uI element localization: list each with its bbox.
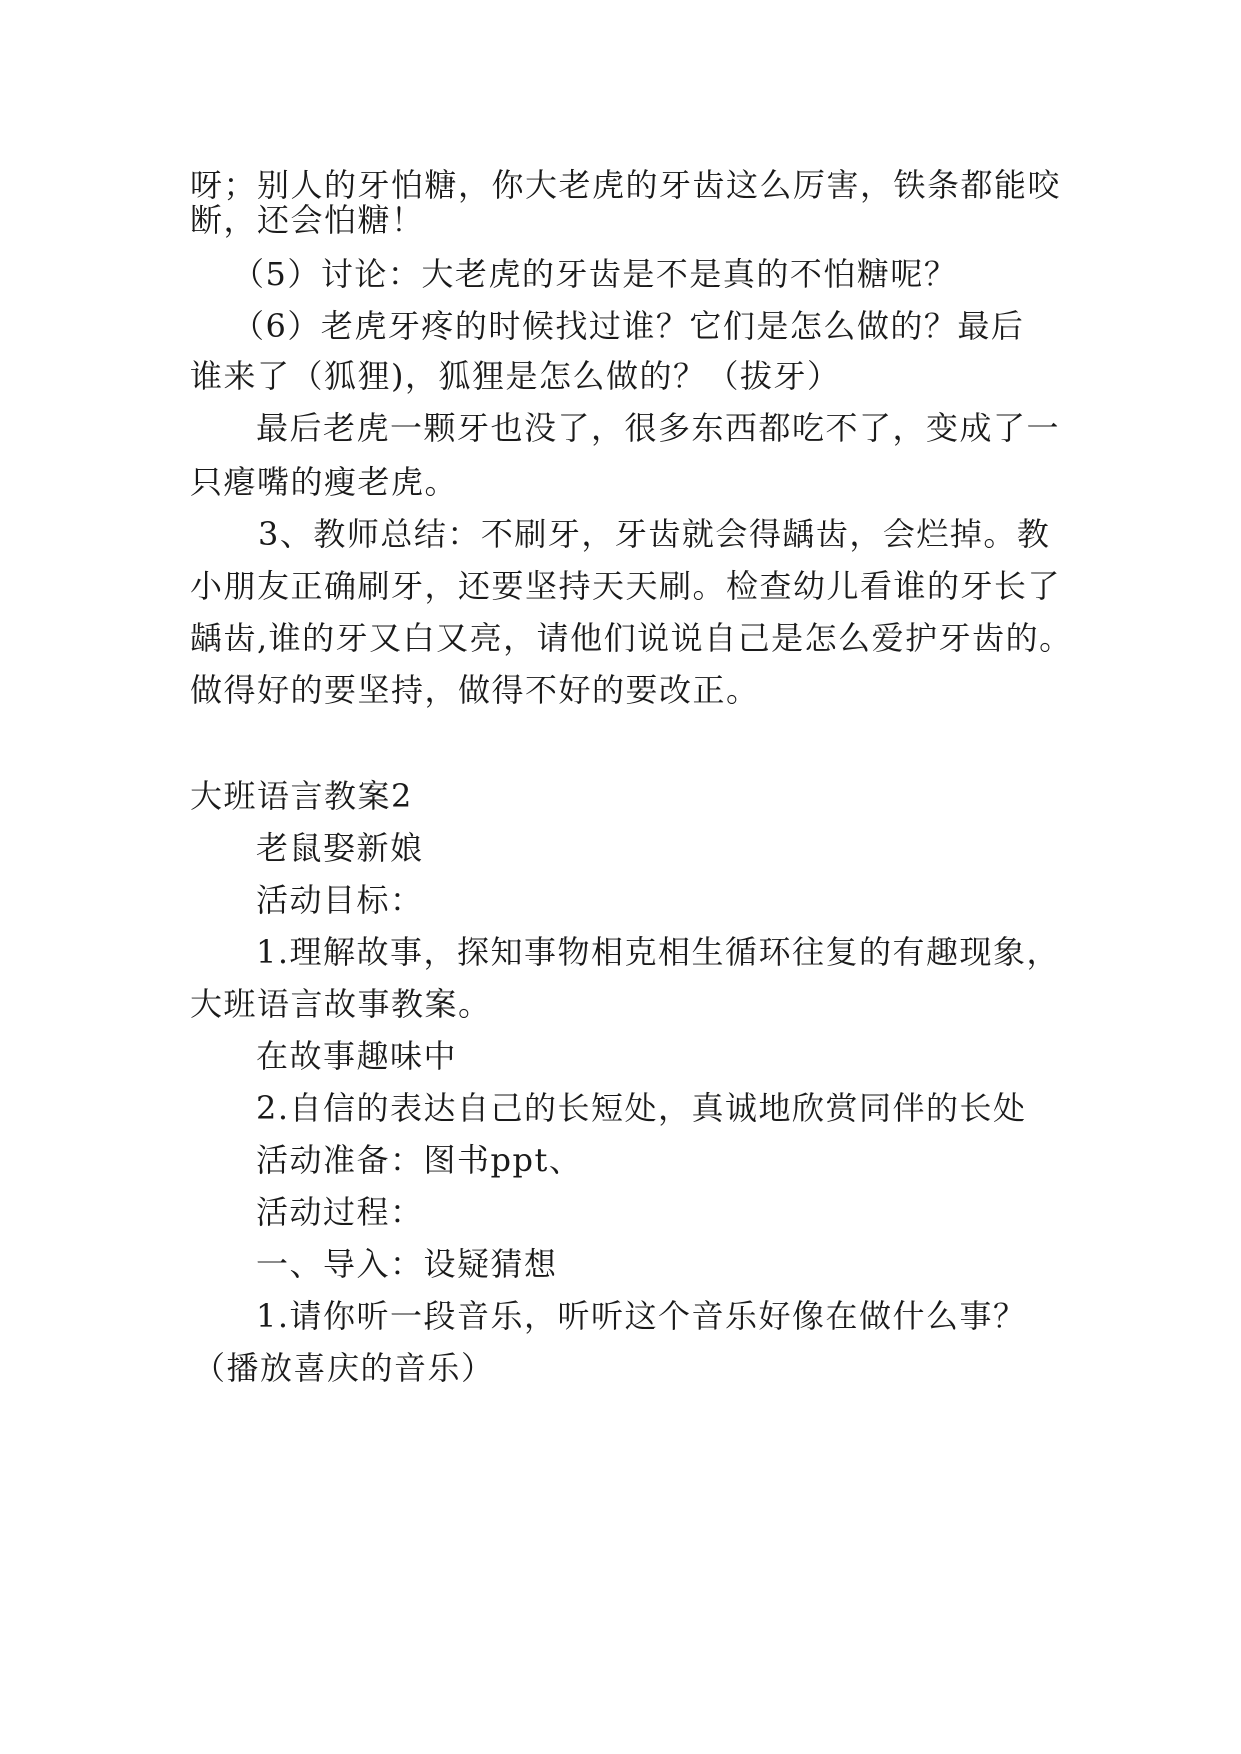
- body-text-line: 只瘪嘴的瘦老虎。: [190, 463, 459, 501]
- body-text-line: 在故事趣味中: [256, 1037, 458, 1075]
- body-text-line: 呀；别人的牙怕糖，你大老虎的牙齿这么厉害，铁条都能咬: [190, 166, 1062, 204]
- body-text-line: 活动过程：: [256, 1193, 424, 1231]
- body-text-line: 做得好的要坚持，做得不好的要改正。: [190, 671, 760, 709]
- body-text-line: 一、导入：设疑猜想: [256, 1245, 558, 1283]
- body-text-line: （播放喜庆的音乐）: [193, 1349, 495, 1387]
- body-text-line: 活动目标：: [256, 881, 424, 919]
- section-heading: 大班语言教案2: [190, 777, 413, 815]
- body-text-line: 3、教师总结：不刷牙，牙齿就会得龋齿，会烂掉。教: [258, 515, 1051, 553]
- body-text-line: （5）讨论：大老虎的牙齿是不是真的不怕糖呢？: [232, 255, 958, 293]
- body-text-line: 谁来了（狐狸)，狐狸是怎么做的？（拔牙）: [190, 357, 841, 395]
- body-text-line: 断，还会怕糖！: [190, 201, 425, 239]
- body-text-line: 龋齿,谁的牙又白又亮，请他们说说自己是怎么爱护牙齿的。: [190, 619, 1073, 657]
- body-text-line: 小朋友正确刷牙，还要坚持天天刷。检查幼儿看谁的牙长了: [190, 567, 1062, 605]
- body-text-line: 1.理解故事，探知事物相克相生循环往复的有趣现象，: [256, 933, 1061, 971]
- body-text-line: （6）老虎牙疼的时候找过谁？它们是怎么做的？最后: [232, 307, 1025, 345]
- body-text-line: 活动准备：图书ppt、: [256, 1141, 583, 1179]
- body-text-line: 1.请你听一段音乐，听听这个音乐好像在做什么事？: [256, 1297, 1027, 1335]
- body-text-line: 大班语言故事教案。: [190, 985, 492, 1023]
- lesson-title: 老鼠娶新娘: [256, 829, 424, 867]
- body-text-line: 2.自信的表达自己的长短处，真诚地欣赏同伴的长处: [256, 1089, 1027, 1127]
- body-text-line: 最后老虎一颗牙也没了，很多东西都吃不了，变成了一: [256, 409, 1061, 447]
